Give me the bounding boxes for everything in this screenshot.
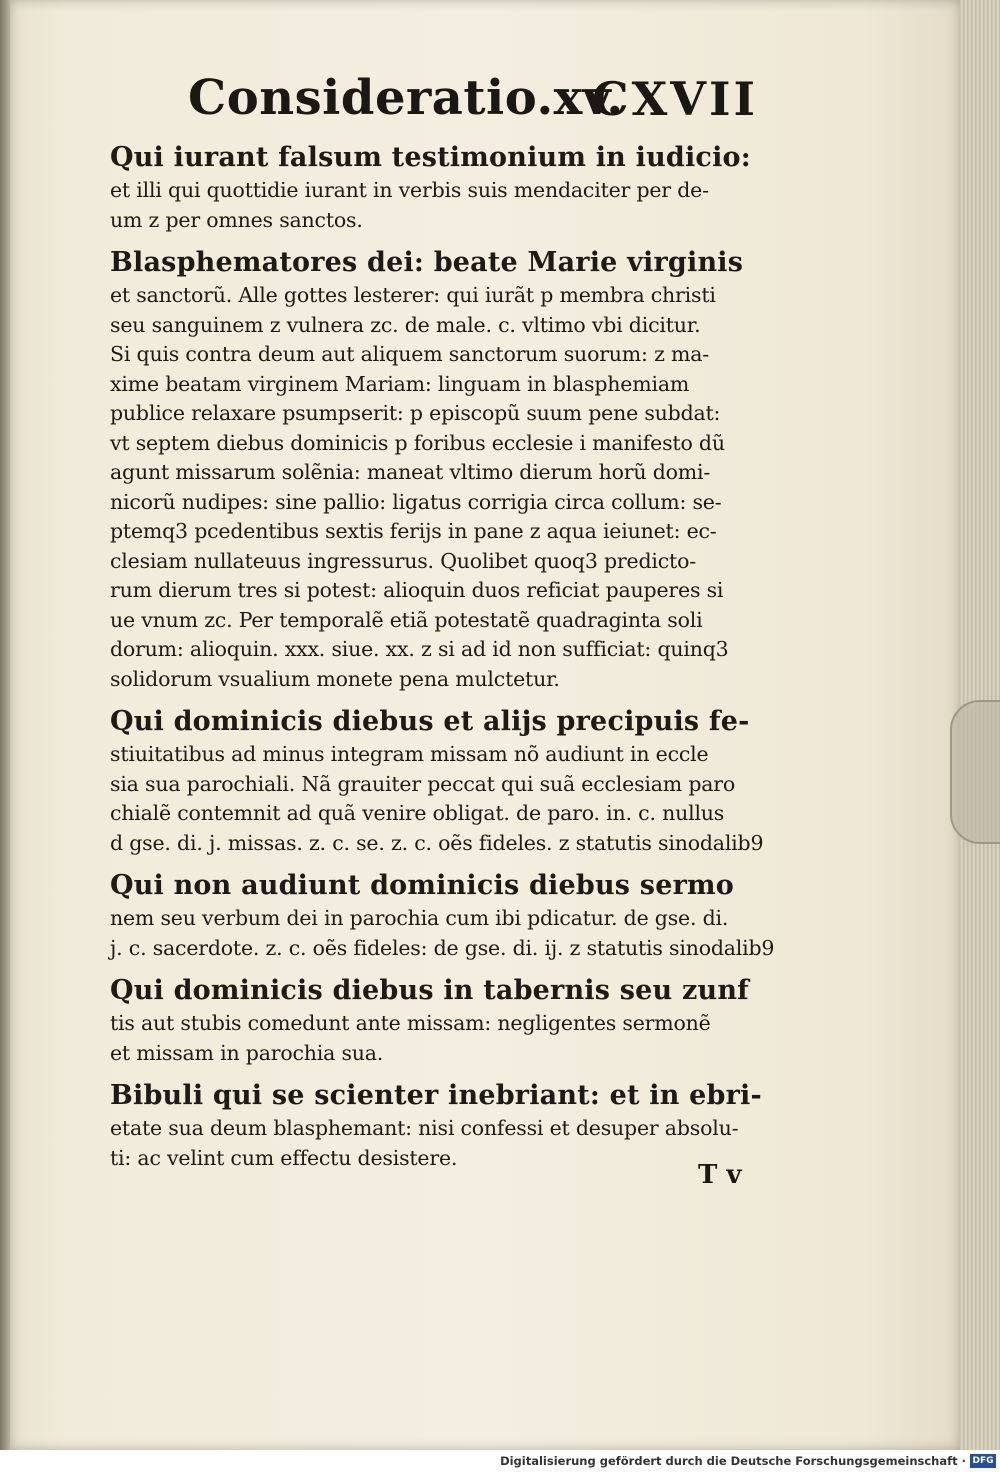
funding-credit: Digitalisierung gefördert durch die Deutsche Forschungsgemeinschaft · [500,1454,966,1468]
entry [110,1078,790,1173]
text-line: Si quis contra deum aut aliquem sanctorum suorum: z ma- [110,342,709,366]
page-header [188,70,758,140]
entry-heading: Qui iurant falsum testimonium in iudicio: [110,142,751,173]
entry-heading: Qui dominicis diebus in tabernis seu zunf [110,975,749,1006]
entry [110,704,790,858]
footer-bar [0,1450,1000,1475]
text-line: etate sua deum blasphemant: nisi confessi et desuper absolu- [110,1116,739,1140]
text-line: clesiam nullateuus ingressurus. Quolibet quoq3 predicto- [110,548,696,573]
dfg-logo-icon: DFG [970,1454,996,1468]
text-line: xime beatam virginem Mariam: linguam in blasphemiam [110,371,690,396]
text-line: nicorũ nudipes: sine pallio: ligatus corrigia circa collum: se- [110,489,722,514]
text-line: sia sua parochiali. Nã grauiter peccat qui suã ecclesiam paro [110,771,736,796]
book-clasp [950,700,1000,844]
entry [110,973,790,1068]
entry [110,245,790,694]
text-line: dorum: alioquin. xxx. siue. xx. z si ad id non sufficiat: quinq3 [110,637,729,661]
folio-number: CXVII [591,72,758,126]
text-line: j. c. sacerdote. z. c. oẽs fideles: de gse. di. ij. z statutis sinodalib9 [110,935,775,960]
text-line: d gse. di. j. missas. z. c. se. z. c. oẽs fideles. z statutis sinodalib9 [110,830,764,855]
text-line: et illi qui quottidie iurant in verbis suis mendaciter per de- [110,178,709,202]
text-line: et missam in parochia sua. [110,1040,384,1065]
text-line: nem seu verbum dei in parochia cum ibi pdicatur. de gse. di. [110,906,729,930]
text-line: um z per omnes sanctos. [110,207,363,232]
text-line: tis aut stubis comedunt ante missam: negligentes sermonẽ [110,1011,711,1035]
entry-heading: Qui dominicis diebus et alijs precipuis fe- [110,706,750,737]
entry [110,868,790,963]
entry-heading: Qui non audiunt dominicis diebus sermo [110,870,734,901]
text-line: ti: ac velint cum effectu desistere. [110,1145,458,1170]
text-block [110,140,790,1183]
entry-heading: Blasphematores dei: beate Marie virginis [110,247,744,278]
running-head: Consideratio.xv. [188,70,624,126]
text-line: ptemq3 pcedentibus sextis ferijs in pane z aqua ieiunet: ec- [110,519,717,543]
text-line: publice relaxare psumpserit: p episcopũ suum pene subdat: [110,401,721,425]
text-line: chialẽ contemnit ad quã venire obligat. de paro. in. c. nullus [110,801,725,825]
text-line: ue vnum zc. Per temporalẽ etiã potestatẽ quadraginta soli [110,607,703,632]
text-line: rum dierum tres si potest: alioquin duos reficiat pauperes si [110,578,724,602]
entry [110,140,790,235]
text-line: stiuitatibus ad minus integram missam nõ audiunt in eccle [110,742,709,766]
text-line: seu sanguinem z vulnera zc. de male. c. vltimo vbi dicitur. [110,312,701,337]
text-line: solidorum vsualium monete pena mulctetur. [110,666,560,691]
text-line: vt septem diebus dominicis p foribus ecclesie i manifesto dũ [110,430,725,455]
entry-heading: Bibuli qui se scienter inebriant: et in ebri- [110,1080,762,1111]
book-page [10,0,960,1450]
signature-mark: T v [698,1160,742,1190]
text-line: et sanctorũ. Alle gottes lesterer: qui iurãt p membra christi [110,283,716,307]
text-line: agunt missarum solẽnia: maneat vltimo dierum horũ domi- [110,460,711,484]
